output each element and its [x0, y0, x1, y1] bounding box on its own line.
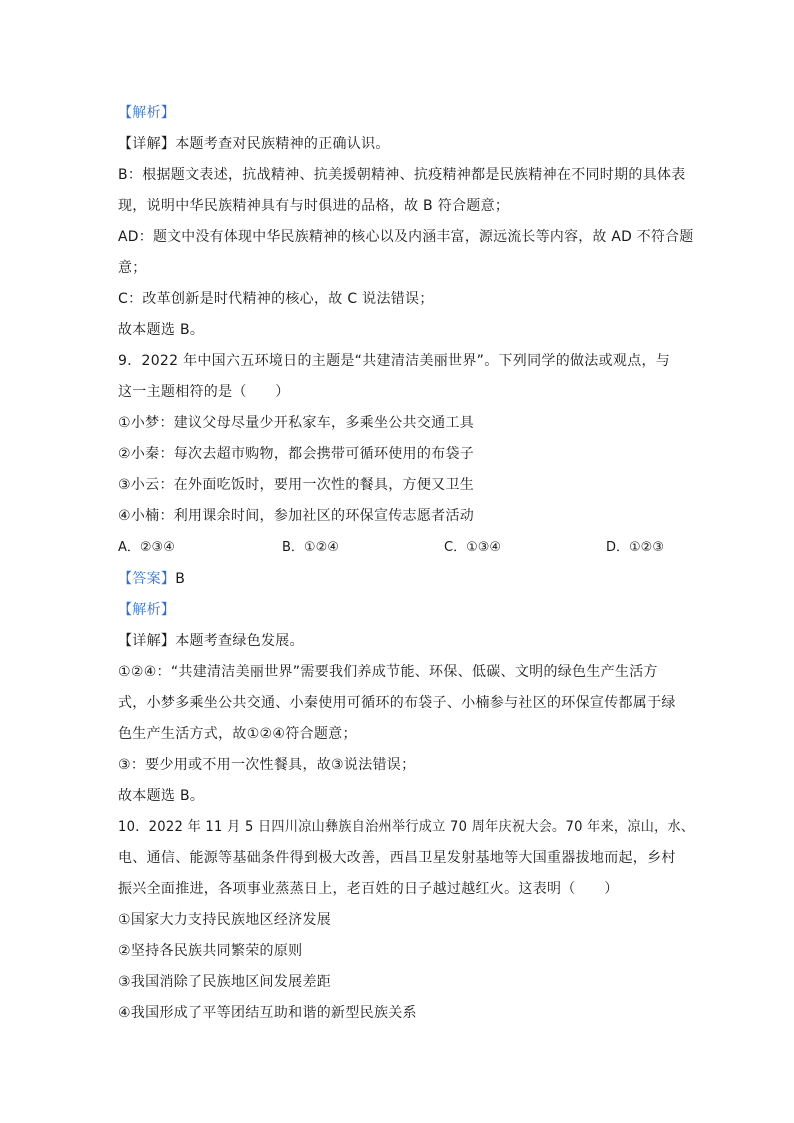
q9-statement: ①小梦：建议父母尽量少开私家车，多乘坐公共交通工具 [118, 415, 475, 431]
q10-statement: ①国家大力支持民族地区经济发展 [118, 912, 332, 928]
q8-analysis-line: 意； [118, 260, 147, 276]
q9-analysis-tag: 【解析】 [118, 602, 176, 618]
q10-statement: ②坚持各民族共同繁荣的原则 [118, 943, 303, 959]
q9-option-d: D．①②③ [606, 540, 664, 555]
q9-analysis-line: 色生产生活方式，故①②④符合题意； [118, 726, 357, 742]
q9-option-b: B．①②④ [282, 540, 339, 555]
q10-statement: ④我国形成了平等团结互助和谐的新型民族关系 [118, 1005, 417, 1021]
q9-statement: ②小秦：每次去超市购物，都会携带可循环使用的布袋子 [118, 446, 475, 462]
q9-analysis-line: ①②④：“共建清洁美丽世界”需要我们养成节能、环保、低碳、文明的绿色生产生活方 [118, 664, 658, 680]
q9-statement: ④小楠：利用课余时间，参加社区的环保宣传志愿者活动 [118, 508, 475, 524]
q9-stem-line: 9．2022 年中国六五环境日的主题是“共建清洁美丽世界”。下列同学的做法或观点，与 [118, 353, 671, 369]
q8-analysis-line: 现，说明中华民族精神具有与时俱进的品格，故 B 符合题意； [118, 198, 510, 214]
q9-answer [118, 569, 185, 589]
q9-stem-line: 这一主题相符的是（ ） [118, 384, 290, 400]
q9-option-c: C．①③④ [444, 540, 502, 555]
q9-answer-tag: 【答案】 [118, 571, 176, 587]
q8-analysis-tag: 【解析】 [118, 105, 176, 121]
q9-analysis-line: 故本题选 B。 [118, 788, 205, 804]
q8-analysis-line: C：改革创新是时代精神的核心，故 C 说法错误； [118, 291, 434, 307]
q10-stem-line: 电、通信、能源等基础条件得到极大改善，西昌卫星发射基地等大国重器拔地而起，乡村 [118, 850, 676, 866]
q10-statement: ③我国消除了民族地区间发展差距 [118, 974, 332, 990]
q9-answer-value: B [175, 571, 186, 587]
q8-analysis-line: AD：题文中没有体现中华民族精神的核心以及内涵丰富，源远流长等内容，故 AD 不符合题 [118, 229, 694, 245]
q8-analysis-line: 故本题选 B。 [118, 322, 205, 338]
q9-analysis-line: 【详解】本题考查绿色发展。 [118, 633, 304, 649]
q9-option-a: A．②③④ [118, 540, 175, 555]
q10-stem-line: 10．2022 年 11 月 5 日四川凉山彝族自治州举行成立 70 周年庆祝大会。70 年来，凉山，水、 [118, 819, 695, 835]
q9-analysis-line: ③：要少用或不用一次性餐具，故③说法错误； [118, 757, 416, 773]
q8-analysis-line: B：根据题文表述，抗战精神、抗美援朝精神、抗疫精神都是民族精神在不同时期的具体表 [118, 167, 686, 183]
q9-statement: ③小云：在外面吃饭时，要用一次性的餐具，方便又卫生 [118, 477, 475, 493]
q10-stem-line: 振兴全面推进，各项事业蒸蒸日上，老百姓的日子越过越红火。这表明（ ） [118, 881, 619, 897]
q9-analysis-line: 式，小梦多乘坐公共交通、小秦使用可循环的布袋子、小楠参与社区的环保宣传都属于绿 [118, 695, 676, 711]
q8-analysis-line: 【详解】本题考查对民族精神的正确认识。 [118, 136, 390, 152]
